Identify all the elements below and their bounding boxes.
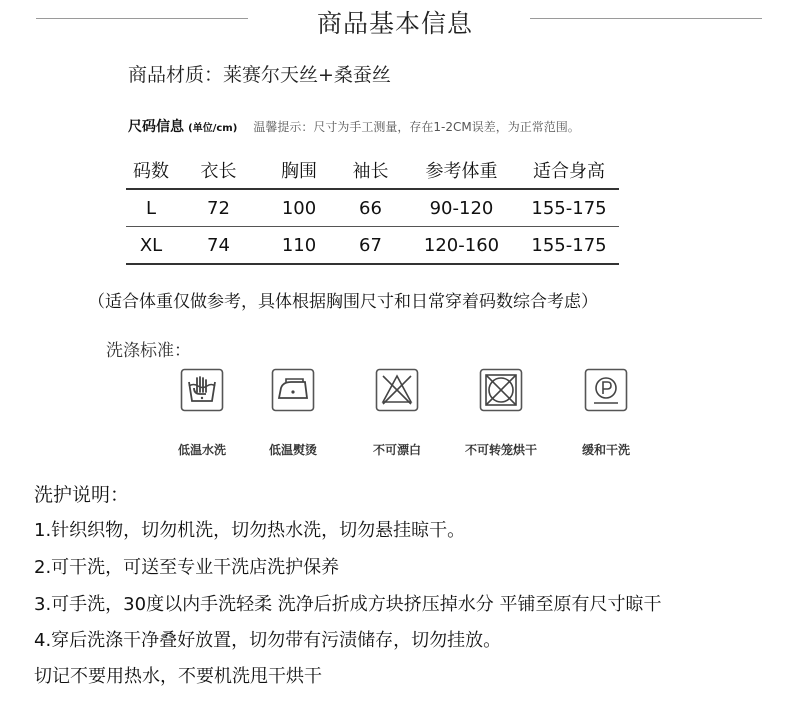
cell-length: 74	[176, 227, 261, 265]
care-line: 2.可干洗，可送至专业干洗店洗护保养	[34, 557, 340, 578]
size-info-unit: (单位/cm)	[188, 123, 238, 134]
no-tumble-dry-icon	[479, 368, 523, 412]
cell-chest: 110	[261, 227, 337, 265]
care-line: 3.可手洗，30度以内手洗轻柔 洗净后折成方块挤压掉水分 平铺至原有尺寸晾干	[34, 594, 662, 615]
col-header-size: 码数	[126, 152, 176, 189]
cell-size: L	[126, 189, 176, 227]
col-header-sleeve: 袖长	[337, 152, 404, 189]
care-line: 1.针织织物，切勿机洗，切勿热水洗，切勿悬挂晾干。	[34, 520, 466, 541]
header-divider-right	[530, 18, 762, 19]
page-title: 商品基本信息	[316, 9, 473, 38]
material-text: 商品材质：莱赛尔天丝+桑蚕丝	[128, 64, 391, 86]
washing-title: 洗涤标准：	[106, 341, 191, 361]
size-table	[126, 152, 619, 265]
cell-weight: 120-160	[404, 227, 519, 265]
size-info-title: 尺码信息	[128, 119, 184, 135]
table-row	[126, 189, 619, 227]
cell-length: 72	[176, 189, 261, 227]
col-header-length: 衣长	[176, 152, 261, 189]
reference-note: （适合体重仅做参考，具体根据胸围尺寸和日常穿着码数综合考虑）	[88, 292, 598, 312]
table-row	[126, 227, 619, 265]
care-title: 洗护说明：	[34, 484, 130, 506]
cell-height: 155-175	[519, 189, 619, 227]
cell-sleeve: 67	[337, 227, 404, 265]
col-header-weight: 参考体重	[404, 152, 519, 189]
cell-chest: 100	[261, 189, 337, 227]
size-info-heading	[128, 116, 580, 136]
cell-size: XL	[126, 227, 176, 265]
icon-label-no-bleach: 不可漂白	[372, 443, 421, 457]
col-header-chest: 胸围	[261, 152, 337, 189]
no-bleach-icon	[375, 368, 419, 412]
dry-clean-p-icon	[584, 368, 628, 412]
hand-wash-icon	[180, 368, 224, 412]
icon-label-dry-clean: 缓和干洗	[581, 443, 630, 457]
cell-height: 155-175	[519, 227, 619, 265]
icon-label-hand-wash: 低温水洗	[177, 443, 226, 457]
cell-sleeve: 66	[337, 189, 404, 227]
care-line: 切记不要用热水，不要机洗甩干烘干	[34, 666, 322, 687]
icon-label-iron-low: 低温熨烫	[268, 443, 317, 457]
iron-low-icon	[271, 368, 315, 412]
care-line: 4.穿后洗涤干净叠好放置，切勿带有污渍储存，切勿挂放。	[34, 630, 502, 651]
size-info-tip: 温馨提示：尺寸为手工测量，存在1-2CM误差，为正常范围。	[253, 120, 580, 134]
col-header-height: 适合身高	[519, 152, 619, 189]
size-table-header-row	[126, 152, 619, 189]
cell-weight: 90-120	[404, 189, 519, 227]
icon-label-no-tumble-dry: 不可转笼烘干	[464, 443, 537, 457]
